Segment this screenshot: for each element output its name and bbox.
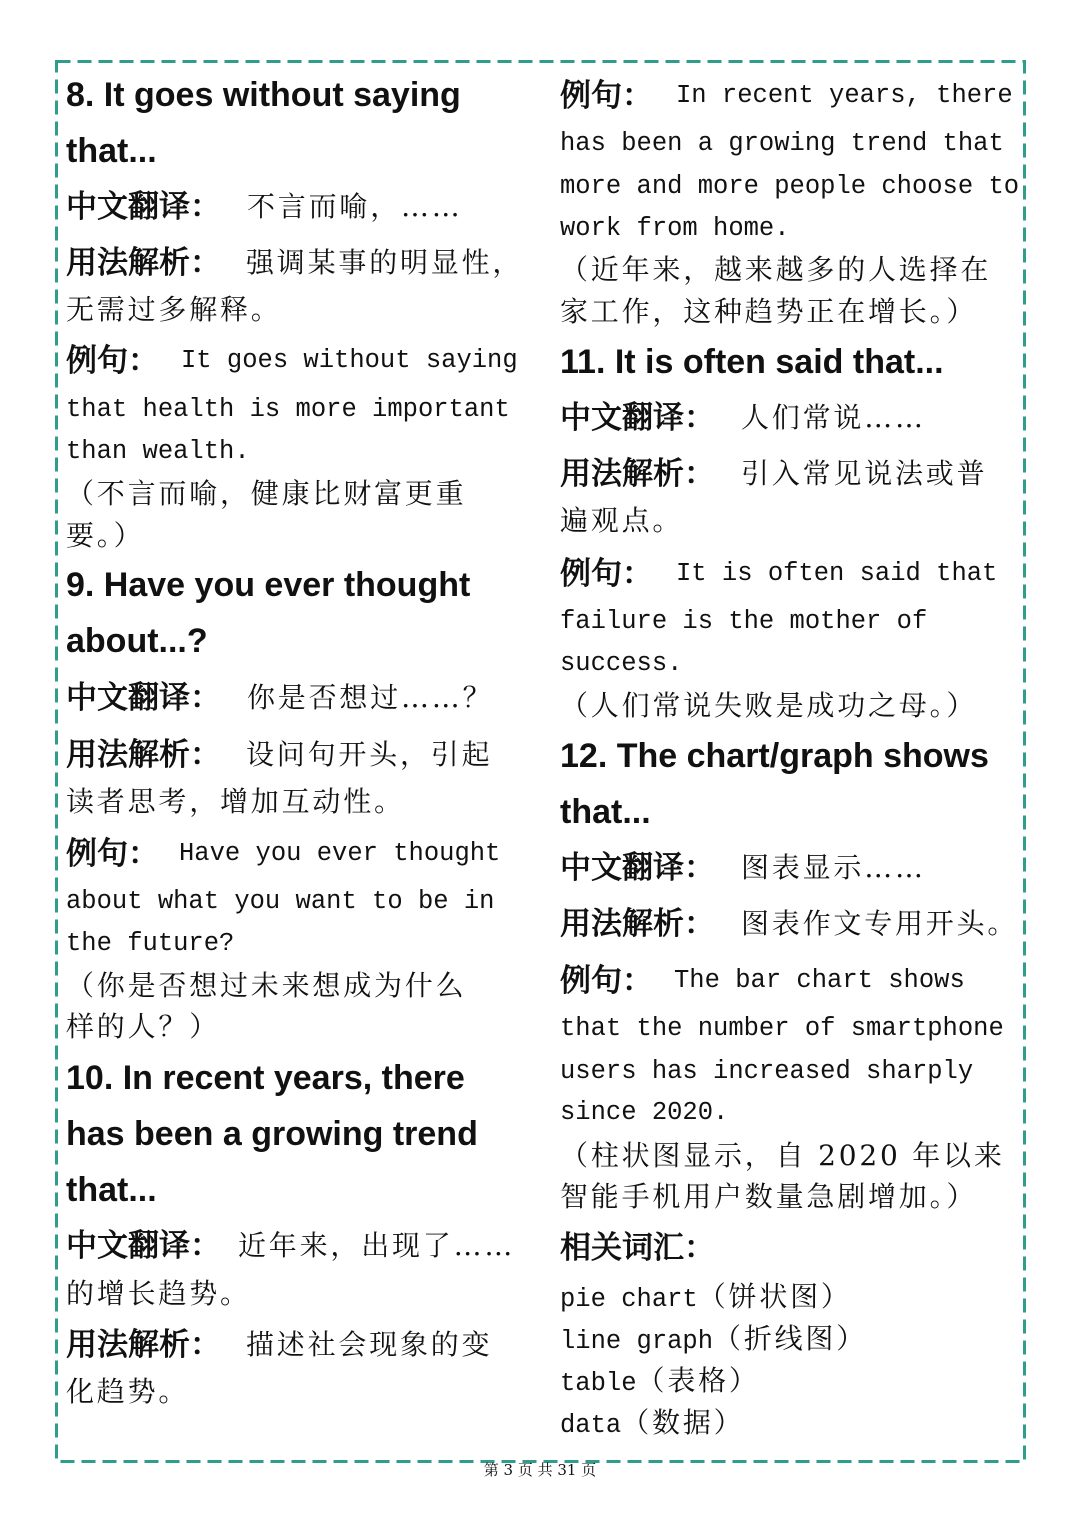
example-translation: 样的人？）: [66, 1010, 221, 1043]
translation-text: 图表显示……: [741, 851, 926, 884]
usage-label: 用法解析：: [66, 245, 221, 281]
left-column: [66, 0, 536, 1460]
page-number-footer: 第 3 页 共 31 页: [483, 1461, 597, 1479]
usage-text: 读者思考，增加互动性。: [66, 785, 405, 818]
example-translation: （你是否想过未来想成为什么: [66, 969, 467, 1002]
vocab-meaning: （表格）: [636, 1364, 760, 1397]
example-label: 例句：: [66, 836, 159, 872]
vocab-item: [560, 1398, 744, 1448]
usage-text: 强调某事的明显性，: [246, 246, 524, 279]
phrase-heading: 11. It is often said that...: [560, 343, 944, 381]
vocab-term: table: [560, 1369, 637, 1398]
usage-label: 用法解析：: [560, 906, 715, 942]
example-translation: （人们常说失败是成功之母。）: [560, 689, 978, 722]
example-translation: 家工作，这种趋势正在增长。）: [560, 295, 978, 328]
usage-label: 用法解析：: [66, 737, 221, 773]
related-vocab-label: 相关词汇：: [560, 1230, 715, 1266]
usage-text: 描述社会现象的变: [246, 1328, 493, 1361]
usage-text: 化趋势。: [66, 1375, 190, 1408]
example-translation: 要。）: [66, 519, 145, 552]
example-sentence: success.: [560, 649, 683, 678]
vocab-term: pie chart: [560, 1285, 698, 1314]
example-sentence: work from home.: [560, 214, 790, 243]
phrase-heading: 10. In recent years, there: [66, 1059, 465, 1097]
vocab-meaning: （饼状图）: [697, 1280, 852, 1313]
example-sentence: In recent years, there: [676, 81, 1013, 110]
example-sentence: than wealth.: [66, 437, 250, 466]
phrase-heading: has been a growing trend: [66, 1115, 478, 1153]
usage-text: 遍观点。: [560, 504, 684, 537]
phrase-heading: about...?: [66, 622, 208, 660]
translation-label: 中文翻译：: [560, 850, 715, 886]
example-sentence: more and more people choose to: [560, 172, 1020, 201]
phrase-heading: that...: [66, 1171, 157, 1209]
example-sentence: since 2020.: [560, 1098, 729, 1127]
translation-text: 近年来，出现了……: [238, 1229, 516, 1262]
example-label: 例句：: [66, 343, 159, 379]
example-label: 例句：: [560, 963, 653, 999]
example-label: 例句：: [560, 556, 653, 592]
example-sentence: It goes without saying: [181, 346, 518, 375]
example-sentence: the future?: [66, 929, 235, 958]
phrase-heading: 8. It goes without saying: [66, 76, 461, 114]
vocab-meaning: （数据）: [621, 1406, 745, 1439]
right-column: [560, 0, 1020, 1460]
usage-text: 引入常见说法或普: [741, 457, 988, 490]
usage-label: 用法解析：: [560, 456, 715, 492]
vocab-term: data: [560, 1411, 622, 1440]
usage-text: 图表作文专用开头。: [741, 907, 1019, 940]
example-translation: （近年来，越来越多的人选择在: [560, 253, 992, 286]
example-sentence: The bar chart shows: [674, 966, 965, 995]
translation-label: 中文翻译：: [66, 680, 221, 716]
translation-text: 的增长趋势。: [66, 1277, 251, 1310]
example-sentence: that the number of smartphone: [560, 1014, 1004, 1043]
example-label: 例句：: [560, 78, 653, 114]
usage-text: 设问句开头，引起: [246, 738, 493, 771]
example-sentence: has been a growing trend that: [560, 129, 1004, 158]
translation-text: 人们常说……: [741, 401, 926, 434]
usage-text: 无需过多解释。: [66, 293, 282, 326]
example-sentence: that health is more important: [66, 395, 510, 424]
example-sentence: Have you ever thought: [179, 839, 501, 868]
example-translation: 智能手机用户数量急剧增加。）: [560, 1180, 978, 1213]
phrase-heading: that...: [560, 793, 651, 831]
translation-text: 你是否想过……？: [247, 681, 494, 714]
phrase-heading: that...: [66, 132, 157, 170]
vocab-meaning: （折线图）: [713, 1322, 868, 1355]
example-translation: （不言而喻，健康比财富更重: [66, 477, 467, 510]
translation-text: 不言而喻，……: [247, 190, 463, 223]
example-sentence: failure is the mother of: [560, 607, 928, 636]
translation-label: 中文翻译：: [560, 400, 715, 436]
example-translation: （柱状图显示，自 2020 年以来: [560, 1139, 1005, 1172]
translation-label: 中文翻译：: [66, 189, 221, 225]
vocab-term: line graph: [560, 1327, 714, 1356]
phrase-heading: 9. Have you ever thought: [66, 566, 471, 604]
example-sentence: users has increased sharply: [560, 1057, 974, 1086]
usage-label: 用法解析：: [66, 1327, 221, 1363]
example-sentence: about what you want to be in: [66, 887, 495, 916]
translation-label: 中文翻译：: [66, 1228, 221, 1264]
phrase-heading: 12. The chart/graph shows: [560, 737, 989, 775]
example-sentence: It is often said that: [676, 559, 998, 588]
